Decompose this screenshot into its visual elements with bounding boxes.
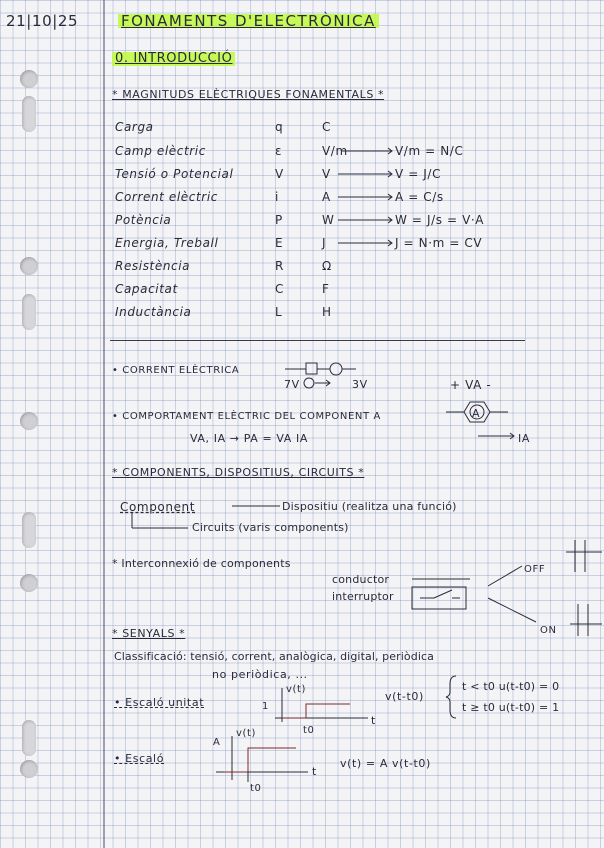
step-vt-label: v(t) (286, 684, 307, 695)
voltage-left: 7V (284, 378, 300, 391)
binder-hole (20, 760, 38, 778)
magnitude-name: Energia, Treball (115, 236, 219, 250)
arrowhead (388, 217, 392, 223)
interruptor-label: interruptor (332, 590, 394, 603)
step-t0-label: t0 (303, 725, 315, 736)
magnitude-relation: A = C/s (395, 190, 444, 204)
date: 21|10|25 (6, 12, 79, 30)
magnitude-relation: V = J/C (395, 167, 442, 181)
conductor-label: conductor (332, 573, 390, 586)
step-t-label: t (371, 714, 376, 727)
circuits-term: Circuits (varis components) (192, 521, 349, 534)
comportament-formula: VA, IA → PA = VA IA (190, 432, 308, 445)
binder-hole (20, 574, 38, 592)
dispositiu-term: Dispositiu (realitza una funció) (282, 500, 457, 513)
magnitude-name: Carga (115, 120, 154, 134)
comportament-label: • COMPORTAMENT ELÈCTRIC DEL COMPONENT A (112, 411, 381, 422)
magnitude-relation: W = J/s = V·A (395, 213, 485, 227)
switch-box (412, 587, 466, 609)
magnitude-name: Tensió o Potencial (115, 167, 234, 181)
magnitude-name: Resistència (115, 259, 191, 273)
arrowhead (326, 380, 330, 386)
step-one-label: 1 (262, 701, 269, 712)
off-label: OFF (524, 564, 546, 575)
plus-circle (304, 378, 314, 388)
magnitude-symbol: C (275, 282, 284, 296)
magnitude-unit: A (322, 190, 331, 204)
binder-hole (20, 257, 38, 275)
definition-case-2: t ≥ t0 u(t-t0) = 1 (462, 701, 560, 714)
magnitude-unit: Ω (322, 259, 332, 273)
magnitude-symbol: q (275, 120, 284, 134)
magnitude-relation: J = N·m = CV (395, 236, 483, 250)
binder-slot (22, 720, 36, 756)
switch-blade (434, 590, 452, 598)
components-heading: * COMPONENTS, DISPOSITIUS, CIRCUITS * (112, 466, 365, 479)
magnitude-unit: C (322, 120, 331, 134)
binder-hole (20, 70, 38, 88)
magnitude-unit: J (322, 236, 327, 250)
magnitude-symbol: i (275, 190, 279, 204)
definition-lhs: v(t-t0) (385, 690, 424, 703)
step2-vt-label: v(t) (236, 728, 257, 739)
escalo-formula: v(t) = A v(t-t0) (340, 757, 431, 770)
magnitude-symbol: L (275, 305, 283, 319)
arrowhead (388, 194, 392, 200)
senyals-heading: * SENYALS * (112, 627, 186, 640)
voltage-right: 3V (352, 378, 368, 391)
component-a-label: A (472, 407, 481, 420)
brace (446, 676, 456, 718)
magnitude-symbol: R (275, 259, 284, 273)
binder-slot (22, 512, 36, 548)
arrowhead (510, 433, 514, 439)
page-title: FONAMENTS D'ELECTRÒNICA (118, 14, 379, 28)
intro-heading: 0. INTRODUCCIÓ (112, 52, 235, 66)
step2-t-label: t (312, 765, 317, 778)
magnitude-name: Potència (115, 213, 172, 227)
magnitude-relation: V/m = N/C (395, 144, 464, 158)
magnitude-name: Inductància (115, 305, 192, 319)
no-periodica-text: no periòdica, ... (212, 668, 308, 681)
node-circle (330, 363, 342, 375)
step2-t0-label: t0 (250, 783, 262, 794)
arrowhead (388, 148, 392, 154)
arrowhead (388, 171, 392, 177)
arrowhead (388, 240, 392, 246)
classificacio-text: Classificació: tensió, corrent, analògica, digital, periòdica (114, 650, 434, 663)
step-signal (224, 748, 296, 772)
binder-slot (22, 294, 36, 330)
component-term: Component (120, 500, 196, 514)
escalo-unitat-label: • Escaló unitat (114, 696, 205, 709)
magnitude-name: Corrent elèctric (115, 190, 218, 204)
off-branch (488, 566, 522, 586)
step-signal (282, 704, 350, 718)
on-label: ON (540, 625, 557, 636)
margin-line (103, 0, 105, 848)
binder-hole (20, 412, 38, 430)
interconnexio-label: * Interconnexió de components (112, 557, 291, 570)
step2-a-label: A (213, 737, 221, 748)
on-branch (488, 598, 536, 622)
magnitude-unit: F (322, 282, 330, 296)
magnitude-unit: H (322, 305, 332, 319)
magnitude-name: Camp elèctric (115, 144, 206, 158)
magnitude-unit: V/m (322, 144, 348, 158)
magnitude-symbol: V (275, 167, 284, 181)
magnitudes-heading: * MAGNITUDS ELÈCTRIQUES FONAMENTALS * (112, 88, 385, 101)
va-label: + VA - (450, 378, 492, 392)
escalo-label: • Escaló (114, 752, 165, 765)
component-box (306, 363, 317, 374)
ia-label: IA (518, 432, 530, 445)
magnitude-unit: W (322, 213, 335, 227)
magnitude-name: Capacitat (115, 282, 178, 296)
magnitude-symbol: P (275, 213, 283, 227)
definition-case-1: t < t0 u(t-t0) = 0 (462, 680, 560, 693)
magnitude-unit: V (322, 167, 331, 181)
magnitude-symbol: ε (275, 144, 283, 158)
magnitude-symbol: E (275, 236, 284, 250)
section-divider (110, 340, 525, 341)
corrent-label: • CORRENT ELÈCTRICA (112, 365, 240, 376)
binder-slot (22, 96, 36, 132)
